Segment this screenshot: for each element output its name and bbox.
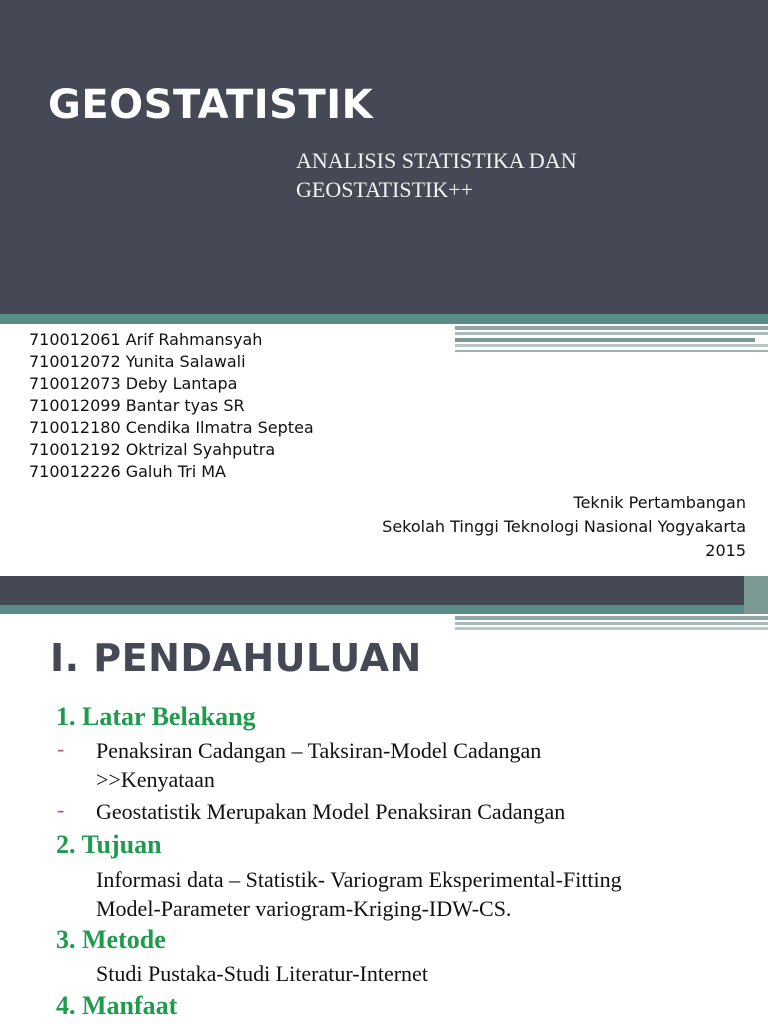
section-title: I. PENDAHULUAN	[50, 636, 422, 680]
heading-latar-belakang: 1. Latar Belakang	[56, 702, 256, 731]
metode-line-1: Studi Pustaka-Studi Literatur-Internet	[96, 961, 428, 986]
school-name: Sekolah Tinggi Teknologi Nasional Yogyakarta	[382, 517, 746, 536]
latar-item-2-line-1: Geostatistik Merupakan Model Penaksiran Cadangan	[96, 799, 566, 824]
top-bar	[0, 576, 768, 605]
tujuan-line-1: Informasi data – Statistik- Variogram Eksperimental-Fitting	[96, 867, 622, 892]
bullet-dash: -	[57, 797, 65, 822]
heading-tujuan: 2. Tujuan	[56, 830, 162, 859]
member-item: 710012226 Galuh Tri MA	[29, 462, 226, 481]
member-item: 710012180 Cendika Ilmatra Septea	[29, 418, 314, 437]
heading-manfaat: 4. Manfaat	[56, 991, 178, 1020]
member-item: 710012073 Deby Lantapa	[29, 374, 238, 393]
member-item: 710012192 Oktrizal Syahputra	[29, 440, 276, 459]
heading-metode: 3. Metode	[56, 925, 166, 954]
slide-subtitle	[296, 146, 736, 204]
department-name: Teknik Pertambangan	[573, 493, 746, 512]
subtitle-line-2: GEOSTATISTIK++	[296, 177, 474, 202]
member-list	[29, 329, 314, 483]
title-header-band	[0, 0, 768, 314]
slide-title: GEOSTATISTIK	[48, 82, 374, 128]
latar-item-1-line-1: Penaksiran Cadangan – Taksiran-Model Cadangan	[96, 738, 542, 763]
member-item: 710012061 Arif Rahmansyah	[29, 330, 263, 349]
tujuan-line-2: Model-Parameter variogram-Kriging-IDW-CS.	[96, 896, 512, 921]
bullet-dash: -	[57, 736, 65, 761]
latar-item-1-line-2: >>Kenyataan	[96, 767, 215, 792]
institution-block	[382, 491, 746, 563]
content-slide	[0, 576, 768, 1024]
member-item: 710012099 Bantar tyas SR	[29, 396, 245, 415]
subtitle-line-1: ANALISIS STATISTIKA DAN	[296, 148, 577, 173]
member-item: 710012072 Yunita Salawali	[29, 352, 246, 371]
year: 2015	[705, 541, 746, 560]
